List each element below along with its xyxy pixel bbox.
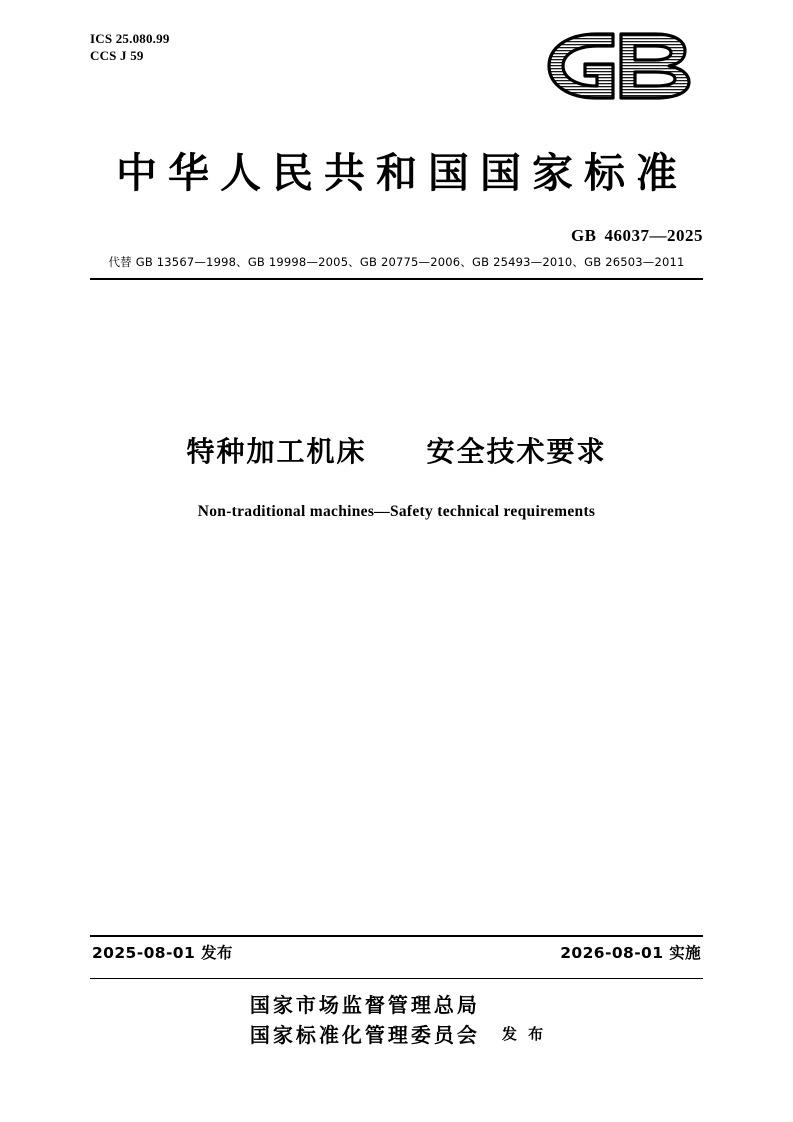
- issue-date: 2025-08-01 发布: [92, 944, 233, 962]
- divider-top: [90, 278, 703, 280]
- standard-number: [571, 226, 703, 246]
- ccs-code: CCS J 59: [90, 48, 144, 63]
- divider-bottom-thin: [90, 978, 703, 979]
- issuing-bodies: [0, 990, 793, 1050]
- gb-logo-icon: [535, 26, 705, 106]
- replaces-line: 代替 GB 13567—1998、GB 19998—2005、GB 20775—2006、GB 25493—2010、GB 26503—2011: [108, 255, 685, 269]
- classification-codes: [90, 30, 170, 64]
- standard-number-value: 46037—2025: [604, 226, 703, 245]
- issuer-line-2: 国家标准化管理委员会: [249, 1023, 480, 1047]
- issue-verb: 发 布: [501, 1025, 547, 1043]
- implementation-date: 2026-08-01 实施: [560, 944, 701, 962]
- issuer-names: [247, 990, 480, 1050]
- page-title: 中华人民共和国国家标准: [116, 149, 688, 197]
- document-title-chinese: 特种加工机床 安全技术要求: [186, 435, 607, 468]
- document-title-english: Non-traditional machines—Safety technical requirements: [197, 503, 596, 520]
- issuer-line-1: 国家市场监督管理总局: [249, 993, 480, 1017]
- standard-number-prefix: GB: [570, 226, 597, 245]
- ics-code: ICS 25.080.99: [90, 31, 170, 46]
- divider-bottom-thick: [90, 935, 703, 937]
